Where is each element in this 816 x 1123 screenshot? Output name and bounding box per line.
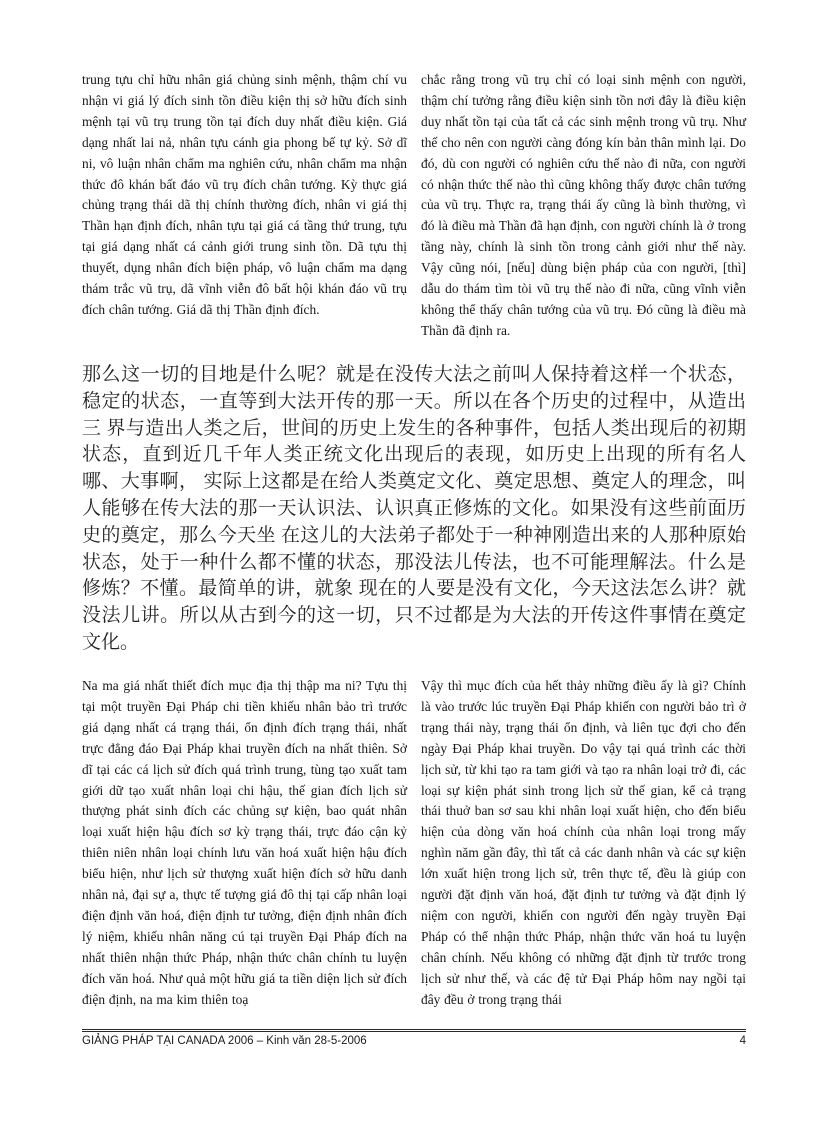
footer-page-number: 4	[739, 1035, 746, 1047]
chinese-paragraph: 那么这一切的目地是什么呢？就是在没传大法之前叫人保持着这样一个状态，稳定的状态，一直等到大法开传的那一天。所以在各个历史的过程中，从造出三 界与造出人类之后，世间的历史上发生的各种事件，包括人类出现后的初期状态，直到近几千年人类正统文化出现后的表现，如历史上出现的所有名人哪、大事啊， 实际上这都是在给人类奠定文化、奠定思想、奠定人的理念，叫人能够在传大法的那一天认识法、认识真正修炼的文化。如果没有这些前面历史的奠定，那么今天坐 在这儿的大法弟子都处于一种神刚造出来的人那种原始状态，处于一种什么都不懂的状态，那没法儿传法，也不可能理解法。什么是修炼？不懂。最简单的讲，就象 现在的人要是没有文化，今天这法怎么讲？就没法儿讲。所以从古到今的这一切，只不过都是为大法的开传这件事情在奠定文化。	[82, 364, 746, 653]
page-footer	[82, 1035, 746, 1047]
top-text-section	[82, 70, 746, 342]
footer-divider	[82, 1029, 746, 1032]
bottom-right-column-text: Vậy thì mục đích của hết thảy những điều ấy là gì? Chính là vào trước lúc truyền Đại Pháp khiến con người bảo trì ở trạng thái này, trạng thái ổn định, và liên tục đợi cho đến ngày Đại Pháp khai truyền. Do vậy tại quá trình các thời lịch sử, từ khi tạo ra tam giới và tạo ra nhân loại trở đi, các loại sự kiện phát sinh trong lịch sử thế gian, kể cả trạng thái thuở ban sơ sau khi nhân loại xuất hiện, cho đến biểu hiện của dòng văn hoá chính của nhân loại trong mấy nghìn năm gần đây, thì tất cả các danh nhân và các sự kiện lớn xuất hiện trong lịch sử, trên thực tế, đều là giúp con người đặt định văn hoá, đặt định tư tưởng và đặt định lý niệm con người, khiến con người đến ngày truyền Đại Pháp có thể nhận thức Pháp, nhận thức văn hoá tu luyện chân chính. Nếu không có những đặt định từ trước trong lịch sử như thế, và các đệ tử Đại Pháp hôm nay ngồi tại đây đều ở trong trạng thái	[421, 678, 746, 1007]
bottom-left-column-text: Na ma giá nhất thiết đích mục địa thị thập ma ni? Tựu thị tại một truyền Đại Pháp chi tiền khiếu nhân bảo trì trước giá dạng nhất cá trạng thái, ổn định đích trạng thái, nhất trực đẳng đáo Đại Pháp khai truyền đích na nhất thiên. Sở dĩ tại các cá lịch sử đích quá trình trung, tùng tạo xuất tam giới dữ tạo xuất nhân loại chi hậu, thế gian đích lịch sử thượng phát sinh đích các chủng sự kiện, bao quát nhân loại xuất hiện hậu đích sơ kỳ trạng thái, trực đáo cận kỷ thiên niên nhân loại chính lưu văn hoá xuất hiện hậu đích biểu hiện, như lịch sử thượng xuất hiện đích sở hữu danh nhân nả, đại sự a, thực tế tượng giá đô thị tại cấp nhân loại điện định văn hoá, điện định tư tưởng, điện định nhân đích lý niệm, khiếu nhân năng cú tại truyền Đại Pháp đích na nhất thiên nhận thức Pháp, nhận thức chân chính tu luyện đích văn hoá. Như quả một hữu giá ta tiền diện lịch sử đích điện định, na ma kim thiên toạ	[82, 678, 407, 1007]
top-right-column-text: chắc rằng trong vũ trụ chỉ có loại sinh mệnh con người, thậm chí tưởng rằng điều kiện sinh tồn nơi đây là điều kiện duy nhất tồn tại của tất cả các sinh mệnh trong vũ trụ. Như thế cho nên con người càng đóng kín bản thân mình lại. Do đó, dù con người có nghiên cứu thế nào đi nữa, con người có nhận thức thế nào thì cũng không thấy được chân tướng của vũ trụ. Thực ra, trạng thái ấy cũng là bình thường, vì đó là điều mà Thần đã hạn định, con người chính là ở trong tầng này, chính là sinh tồn trong cảnh giới như thế này. Vậy cũng nói, [nếu] dùng biện pháp của con người, [thì] dẫu do thám tìm tòi vũ trụ thế nào đi nữa, cũng vĩnh viễn không thể thấy chân tướng của vũ trụ. Đó cũng là điều mà Thần đã định ra.	[421, 72, 746, 338]
bottom-text-section	[82, 676, 746, 1011]
top-left-column-text: trung tựu chỉ hữu nhân giá chủng sinh mệnh, thậm chí vu nhận vi giá lý đích sinh tồn điều kiện thị sở hữu đích sinh mệnh tại vũ trụ trung tồn tại đích duy nhất điều kiện. Giá dạng nhất lai nả, nhân tựu cánh gia phong bế tự kỷ. Sở dĩ ni, vô luận nhân chẩm ma nghiên cứu, nhân chẩm ma nhận thức đô khán bất đáo vũ trụ đích chân tướng. Kỳ thực giá chủng trạng thái dã thị chính thường đích, nhân vi giá thị Thần hạn định đích, nhân tựu tại giá cá tầng thứ trung, tựu tại giá dạng nhất cá cảnh giới trung sinh tồn. Dã tựu thị thuyết, dụng nhân đích biện pháp, vô luận chẩm ma dạng thám trắc vũ trụ, dã vĩnh viễn đô bất hội khán đáo vũ trụ đích chân tướng. Giá dã thị Thần định đích.	[82, 72, 407, 317]
footer-document-title: GIẢNG PHÁP TẠI CANADA 2006 – Kinh văn 28-5-2006	[82, 1035, 367, 1047]
